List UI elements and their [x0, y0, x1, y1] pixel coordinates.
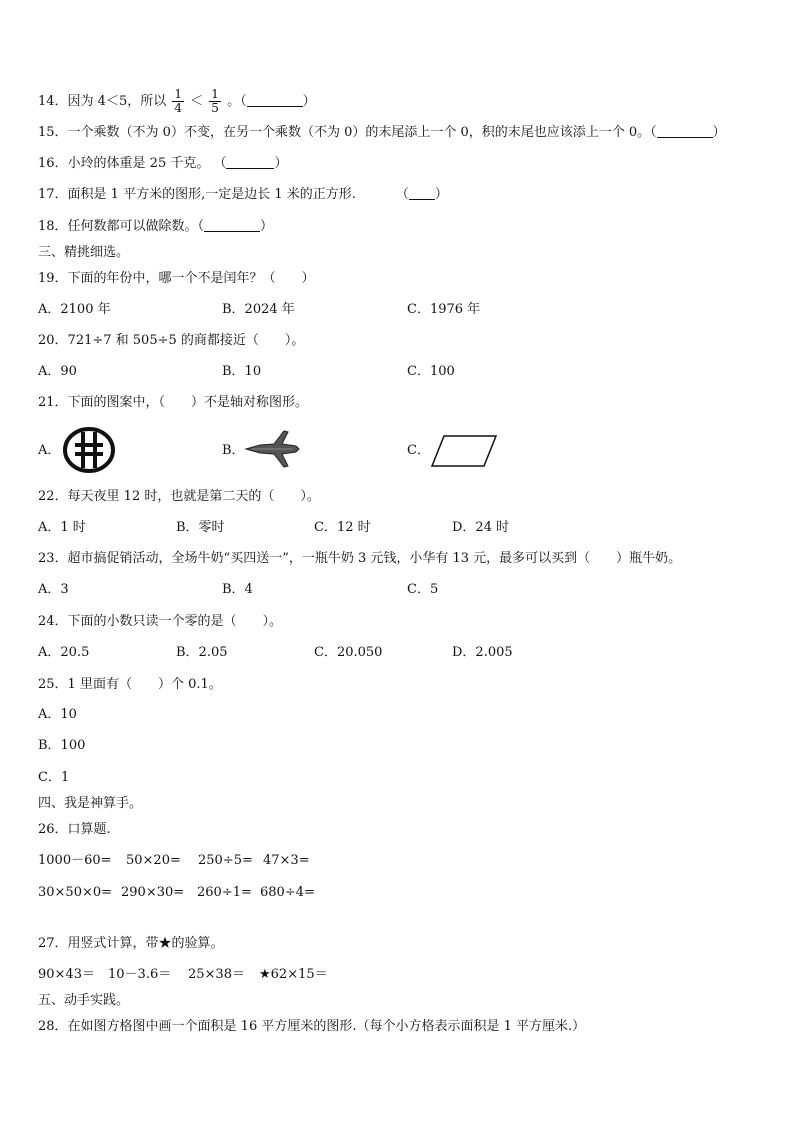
- question-25: 25．1 里面有（ ）个 0.1。: [38, 677, 222, 692]
- calc-item: 47×3=: [263, 853, 310, 868]
- q15-text: 15．一个乘数（不为 0）不变，在另一个乘数（不为 0）的末尾添上一个 0，积的末尾也应该添上一个 0。（: [38, 125, 657, 140]
- section-heading-3: 三、精挑细选。: [38, 245, 130, 260]
- section-heading-5: 五、动手实践。: [38, 993, 130, 1008]
- calc-item: 25×38＝: [188, 967, 245, 982]
- question-16: 16．小玲的体重是 25 千克。 （ ）: [38, 156, 288, 171]
- option-b[interactable]: B．10: [222, 364, 262, 379]
- question-26: 26．口算题.: [38, 822, 111, 837]
- question-18: 18．任何数都可以做除数。（ ）: [38, 219, 274, 234]
- option-a[interactable]: A．20.5: [38, 645, 90, 660]
- fraction-one-quarter: $\frac{1}{4}$: [174, 87, 182, 115]
- option-b[interactable]: B．2.05: [176, 645, 228, 660]
- question-28: 28．在如图方格图中画一个面积是 16 平方厘米的图形.（每个小方格表示面积是 1 平方厘米.）: [38, 1019, 586, 1034]
- q17-text: 17．面积是 1 平方米的图形,一定是边长 1 米的正方形.: [38, 187, 356, 202]
- option-a[interactable]: A．: [38, 443, 61, 458]
- question-20: 20．721÷7 和 505÷5 的商都接近（ ）。: [38, 333, 305, 348]
- option-a[interactable]: A．3: [38, 582, 69, 597]
- jet-plane-icon: [244, 428, 300, 470]
- option-a[interactable]: A．2100 年: [38, 302, 111, 317]
- question-24: 24．下面的小数只读一个零的是（ ）。: [38, 614, 283, 629]
- calc-item: 30×50×0=: [38, 885, 113, 900]
- answer-blank[interactable]: [226, 156, 274, 169]
- question-17: 17．面积是 1 平方米的图形,一定是边长 1 米的正方形. （ ）: [38, 187, 448, 202]
- calc-item: 290×30=: [121, 885, 185, 900]
- option-c[interactable]: C．1976 年: [407, 302, 481, 317]
- question-22: 22．每天夜里 12 时，也就是第二天的（ ）。: [38, 489, 320, 504]
- calc-item: 260÷1=: [197, 885, 252, 900]
- option-c[interactable]: C．5: [407, 582, 439, 597]
- fraction-one-fifth: $\frac{1}{5}$: [211, 87, 219, 115]
- option-b[interactable]: B．2024 年: [222, 302, 295, 317]
- question-21: 21．下面的图案中，（ ）不是轴对称图形。: [38, 395, 309, 410]
- parallelogram-icon: [430, 434, 498, 468]
- q14-prefix: 14．因为 4＜5，所以: [38, 94, 167, 109]
- option-d[interactable]: D．2.005: [452, 645, 513, 660]
- less-than-sign: ＜: [190, 94, 204, 109]
- option-b[interactable]: B．: [222, 443, 245, 458]
- answer-blank[interactable]: [657, 125, 713, 138]
- option-b[interactable]: B．100: [38, 738, 86, 753]
- calc-item: 250÷5=: [198, 853, 253, 868]
- option-a[interactable]: A．10: [38, 707, 77, 722]
- calc-item: 90×43＝: [38, 967, 95, 982]
- answer-blank[interactable]: [409, 187, 435, 200]
- question-19: 19．下面的年份中，哪一个不是闰年？（ ）: [38, 271, 315, 286]
- calc-item: 10－3.6＝: [108, 967, 172, 982]
- bank-logo-icon: [62, 426, 116, 474]
- option-b[interactable]: B．零时: [176, 520, 225, 535]
- option-c[interactable]: C．100: [407, 364, 455, 379]
- calc-item: 680÷4=: [260, 885, 315, 900]
- option-d[interactable]: D．24 时: [452, 520, 510, 535]
- q14-suffix: 。（: [227, 94, 247, 109]
- question-14: 14．因为 4＜5，所以 $\frac{1}{4}$ ＜ $\frac{1}{5}$ 。（ ）: [38, 87, 316, 115]
- option-a[interactable]: A．1 时: [38, 520, 86, 535]
- calc-item: 50×20=: [126, 853, 181, 868]
- option-c[interactable]: C．: [407, 443, 430, 458]
- section-heading-4: 四、我是神算手。: [38, 796, 143, 811]
- option-c[interactable]: C．1: [38, 770, 70, 785]
- option-a[interactable]: A．90: [38, 364, 77, 379]
- option-c[interactable]: C．12 时: [314, 520, 371, 535]
- answer-blank[interactable]: [204, 219, 260, 232]
- option-c[interactable]: C．20.050: [314, 645, 383, 660]
- question-23: 23．超市搞促销活动，全场牛奶“买四送一”，一瓶牛奶 3 元钱，小华有 13 元，最多可以买到（ ）瓶牛奶。: [38, 551, 682, 566]
- calc-item: 1000－60=: [38, 853, 112, 868]
- q18-text: 18．任何数都可以做除数。（: [38, 219, 205, 234]
- calc-item: ★62×15＝: [259, 967, 328, 982]
- option-b[interactable]: B．4: [222, 582, 253, 597]
- answer-blank[interactable]: [247, 94, 303, 107]
- question-15: 15．一个乘数（不为 0）不变，在另一个乘数（不为 0）的末尾添上一个 0，积的末尾也应该添上一个 0。（ ）: [38, 125, 726, 140]
- question-27: 27．用竖式计算，带★的验算。: [38, 936, 224, 951]
- q16-text: 16．小玲的体重是 25 千克。 （: [38, 156, 227, 171]
